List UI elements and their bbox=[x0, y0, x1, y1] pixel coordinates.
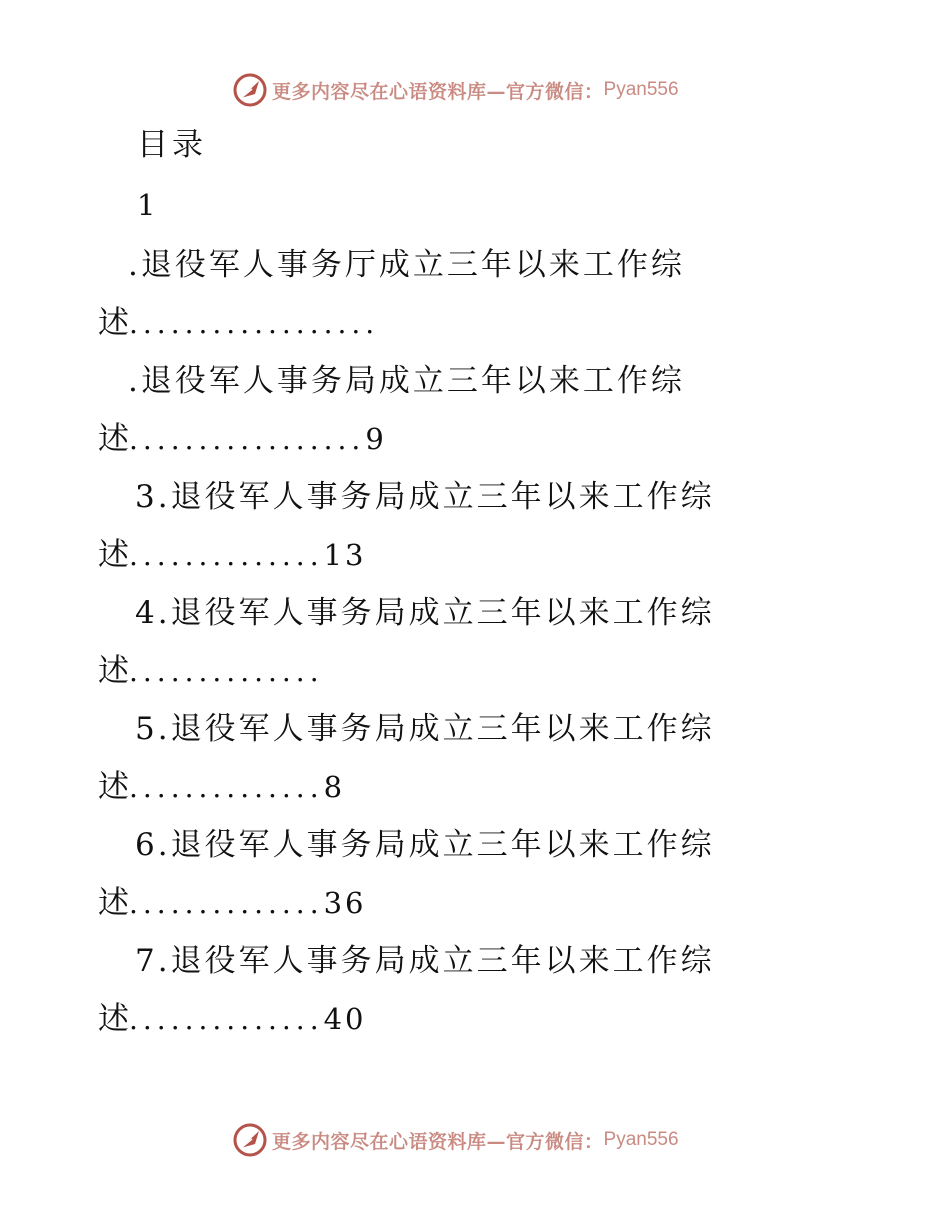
toc-entry-continuation: 述 bbox=[98, 1001, 129, 1037]
toc-entry-leader: .............. bbox=[129, 655, 324, 688]
footer-watermark bbox=[232, 1120, 679, 1160]
watermark-brand: Pyan556 bbox=[603, 1129, 679, 1150]
toc-entry-heading: 4.退役军人事务局成立三年以来工作综 bbox=[135, 595, 715, 631]
toc-entry-continuation-line bbox=[98, 996, 367, 1043]
toc-entry-leader: .............. bbox=[129, 1003, 324, 1036]
toc-entry-continuation-line bbox=[98, 416, 387, 463]
toc-entry-leader: .............. bbox=[129, 539, 324, 572]
quill-logo-icon bbox=[232, 72, 268, 108]
toc-entry-continuation-line bbox=[98, 532, 367, 579]
toc-entry-continuation: 述 bbox=[98, 885, 129, 921]
toc-entry-continuation: 述 bbox=[98, 653, 129, 689]
toc-entry-page: 8 bbox=[323, 770, 346, 804]
quill-logo-icon bbox=[232, 1122, 268, 1158]
header-watermark bbox=[232, 70, 679, 110]
watermark-text: 更多内容尽在心语资料库—官方微信： bbox=[272, 80, 604, 103]
toc-entry-continuation: 述 bbox=[98, 305, 129, 341]
toc-entry-continuation: 述 bbox=[98, 421, 129, 457]
toc-entry-continuation-line bbox=[98, 300, 379, 347]
toc-entry-page: 40 bbox=[323, 1002, 367, 1036]
toc-entry-page: 13 bbox=[323, 538, 367, 572]
toc-entry-leader: ................. bbox=[129, 423, 366, 456]
toc-entry-continuation: 述 bbox=[98, 769, 129, 805]
toc-entry-leader: .............. bbox=[129, 771, 324, 804]
toc-entry-heading: 6.退役军人事务局成立三年以来工作综 bbox=[135, 827, 715, 863]
watermark-brand: Pyan556 bbox=[603, 79, 679, 100]
toc-entry-heading: 7.退役军人事务局成立三年以来工作综 bbox=[135, 943, 715, 979]
toc-entry-continuation-line bbox=[98, 648, 324, 695]
toc-entry-continuation-line bbox=[98, 764, 345, 811]
toc-title: 目录 bbox=[137, 127, 207, 163]
toc-entry-page: 9 bbox=[365, 422, 387, 456]
toc-entry-heading: 3.退役军人事务局成立三年以来工作综 bbox=[135, 479, 715, 515]
watermark-text: 更多内容尽在心语资料库—官方微信： bbox=[272, 1130, 604, 1153]
toc-entry-continuation-line bbox=[98, 880, 367, 927]
toc-entry-page: 36 bbox=[323, 886, 367, 920]
toc-entry-leader: .................. bbox=[129, 307, 380, 340]
toc-entry-heading: .退役军人事务厅成立三年以来工作综 bbox=[128, 247, 685, 283]
toc-entry-heading: 5.退役军人事务局成立三年以来工作综 bbox=[135, 711, 715, 747]
toc-entry-continuation: 述 bbox=[98, 537, 129, 573]
toc-number: 1 bbox=[137, 188, 156, 222]
toc-entry-heading: .退役军人事务局成立三年以来工作综 bbox=[128, 363, 685, 399]
toc-entry-leader: .............. bbox=[129, 887, 324, 920]
